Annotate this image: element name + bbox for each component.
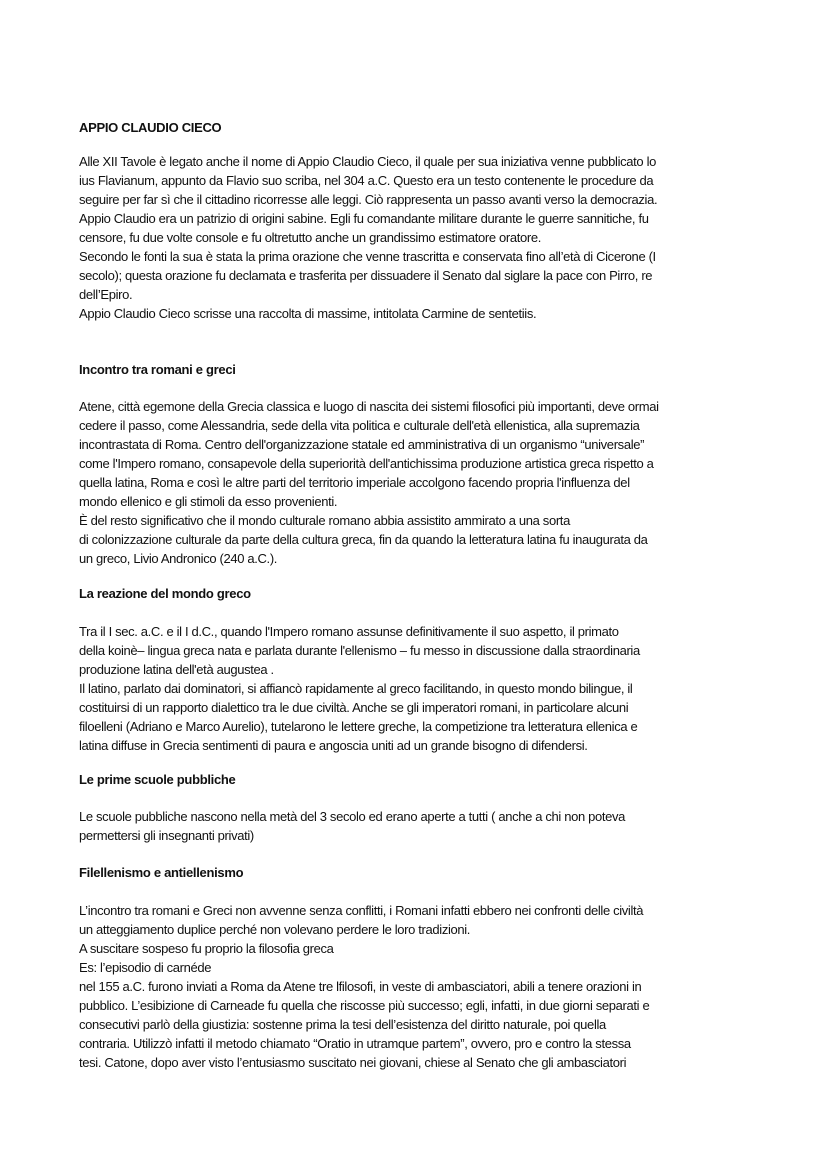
text-line: L’incontro tra romani e Greci non avvenne senza conflitti, i Romani infatti ebbero nei confronti delle civiltà: [79, 903, 644, 918]
text-line: nel 155 a.C. furono inviati a Roma da Atene tre lfilosofi, in veste di ambasciatori, abili a tenere orazioni in: [79, 979, 642, 994]
text-line: Il latino, parlato dai dominatori, si affiancò rapidamente al greco facilitando, in questo mondo bilingue, il: [79, 681, 633, 696]
text-line: A suscitare sospeso fu proprio la filosofia greca: [79, 941, 334, 956]
text-line: filoelleni (Adriano e Marco Aurelio), tutelarono le lettere greche, la competizione tra letteratura ellenica e: [79, 719, 638, 734]
text-line: Secondo le fonti la sua è stata la prima orazione che venne trascritta e conservata fino all’età di Cicerone (I: [79, 249, 656, 264]
text-line: cedere il passo, come Alessandria, sede della vita politica e culturale dell'età ellenistica, alla supremazia: [79, 418, 640, 433]
text-line: incontrastata di Roma. Centro dell'organizzazione statale ed amministrativa di un organismo “universale”: [79, 437, 645, 452]
section-paragraph: [79, 397, 659, 568]
text-line: come l'Impero romano, consapevole della superiorità dell'antichissima produzione artistica greca rispetto a: [79, 456, 654, 471]
section-paragraph: [79, 901, 649, 1072]
text-line: tesi. Catone, dopo aver visto l’entusiasmo suscitato nei giovani, chiese al Senato che gli ambasciatori: [79, 1055, 627, 1070]
text-line: secolo); questa orazione fu declamata e trasferita per dissuadere il Senato dal siglare la pace con Pirro, re: [79, 268, 653, 283]
text-line: costituirsi di un rapporto dialettico tra le due civiltà. Anche se gli imperatori romani, in particolare alcuni: [79, 700, 629, 715]
text-line: latina diffuse in Grecia sentimenti di paura e angoscia uniti ad un grande bisogno di difendersi.: [79, 738, 588, 753]
section-heading: APPIO CLAUDIO CIECO: [79, 120, 222, 135]
text-line: mondo ellenico e gli stimoli da esso provenienti.: [79, 494, 338, 509]
text-line: produzione latina dell'età augustea .: [79, 662, 274, 677]
section-paragraph: [79, 807, 625, 845]
text-line: di colonizzazione culturale da parte della cultura greca, fin da quando la letteratura latina fu inaugurata da: [79, 532, 648, 547]
section-paragraph: [79, 622, 640, 755]
text-line: Es: l’episodio di carnéde: [79, 960, 212, 975]
section-heading: Le prime scuole pubbliche: [79, 772, 236, 787]
text-line: pubblico. L’esibizione di Carneade fu quella che riscosse più successo; egli, infatti, in due giorni separati e: [79, 998, 650, 1013]
section-heading: Incontro tra romani e greci: [79, 362, 236, 377]
section-paragraph: [79, 152, 657, 323]
text-line: Atene, città egemone della Grecia classica e luogo di nascita dei sistemi filosofici più importanti, deve ormai: [79, 399, 659, 414]
text-line: Appio Claudio Cieco scrisse una raccolta di massime, intitolata Carmine de sentetiis.: [79, 306, 537, 321]
text-line: un greco, Livio Andronico (240 a.C.).: [79, 551, 278, 566]
section: [79, 863, 759, 1070]
text-line: censore, fu due volte console e fu oltretutto anche un grandissimo estimatore oratore.: [79, 230, 542, 245]
text-line: seguire per far sì che il cittadino ricorresse alle leggi. Ciò rappresenta un passo avanti verso la democrazia.: [79, 192, 658, 207]
text-line: ius Flavianum, appunto da Flavio suo scriba, nel 304 a.C. Questo era un testo contenente le procedure da: [79, 173, 654, 188]
text-line: un atteggiamento duplice perché non volevano perdere le loro tradizioni.: [79, 922, 471, 937]
section: [79, 360, 759, 566]
text-line: quella latina, Roma e così le altre parti del territorio imperiale accolgono facendo propria l'influenza del: [79, 475, 630, 490]
text-line: contraria. Utilizzò infatti il metodo chiamato “Oratio in utramque partem”, ovvero, pro e contro la stessa: [79, 1036, 631, 1051]
text-line: È del resto significativo che il mondo culturale romano abbia assistito ammirato a una sorta: [79, 513, 570, 528]
section: [79, 584, 759, 753]
section: [79, 770, 759, 843]
text-line: dell’Epiro.: [79, 287, 133, 302]
text-line: della koinè– lingua greca nata e parlata durante l'ellenismo – fu messo in discussione dalla straordinaria: [79, 643, 640, 658]
section: [79, 118, 759, 321]
text-line: Alle XII Tavole è legato anche il nome di Appio Claudio Cieco, il quale per sua iniziativa venne pubblicato lo: [79, 154, 656, 169]
text-line: Appio Claudio era un patrizio di origini sabine. Egli fu comandante militare durante le guerre sannitiche, fu: [79, 211, 649, 226]
section-heading: La reazione del mondo greco: [79, 586, 251, 601]
text-line: Le scuole pubbliche nascono nella metà del 3 secolo ed erano aperte a tutti ( anche a chi non poteva: [79, 809, 626, 824]
text-line: Tra il I sec. a.C. e il I d.C., quando l'Impero romano assunse definitivamente il suo aspetto, il primato: [79, 624, 619, 639]
section-heading: Filellenismo e antiellenismo: [79, 865, 244, 880]
text-line: permettersi gli insegnanti privati): [79, 828, 254, 843]
text-line: consecutivi parlò della giustizia: sostenne prima la tesi dell’esistenza del diritto naturale, poi quella: [79, 1017, 606, 1032]
